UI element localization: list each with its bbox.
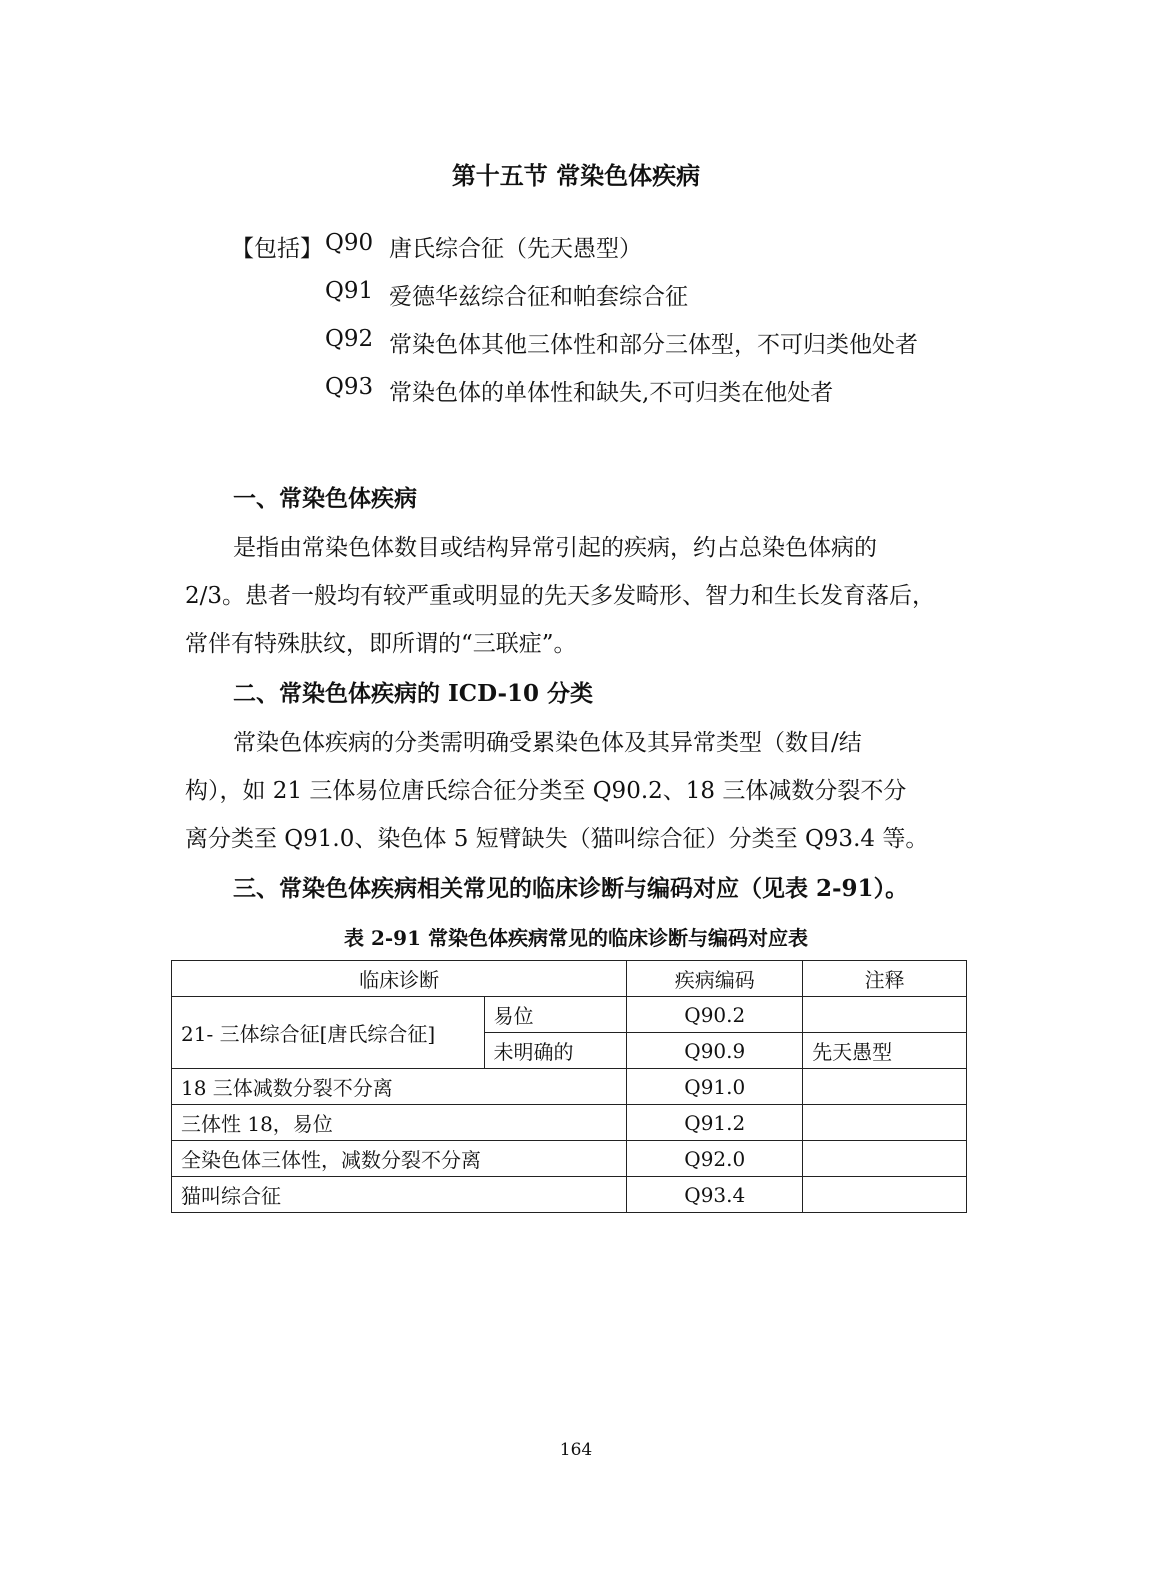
note-cell xyxy=(803,1141,967,1177)
diagnosis-cell: 猫叫综合征 xyxy=(172,1177,627,1213)
note-cell xyxy=(803,1069,967,1105)
table-row xyxy=(172,1141,967,1177)
note-cell: 先天愚型 xyxy=(803,1033,967,1069)
page-number: 164 xyxy=(559,1440,593,1460)
section-title: 第十五节 常染色体疾病 xyxy=(451,161,701,190)
note-cell xyxy=(803,997,967,1033)
code-cell: Q93.4 xyxy=(627,1177,803,1213)
section-heading: 二、常染色体疾病的 ICD-10 分类 xyxy=(233,680,594,707)
header-diagnosis: 临床诊断 xyxy=(172,961,627,997)
note-cell xyxy=(803,1177,967,1213)
table-row xyxy=(172,1069,967,1105)
code-cell: Q90.9 xyxy=(627,1033,803,1069)
diagnosis-cell: 18 三体减数分裂不分离 xyxy=(172,1069,627,1105)
header-note: 注释 xyxy=(803,961,967,997)
paragraph-line: 是指由常染色体数目或结构异常引起的疾病，约占总染色体病的 xyxy=(233,535,877,561)
include-code: Q93 xyxy=(325,374,374,400)
include-desc: 常染色体其他三体性和部分三体型，不可归类他处者 xyxy=(389,332,918,358)
diagnosis-cell: 三体性 18，易位 xyxy=(172,1105,627,1141)
note-cell xyxy=(803,1105,967,1141)
paragraph-line: 离分类至 Q91.0、染色体 5 短臂缺失（猫叫综合征）分类至 Q93.4 等。 xyxy=(185,826,929,852)
code-cell: Q90.2 xyxy=(627,997,803,1033)
include-desc: 唐氏综合征（先天愚型） xyxy=(389,236,642,262)
group-diagnosis-cell: 21- 三体综合征[唐氏综合征] xyxy=(172,997,485,1069)
paragraph-line: 2/3。患者一般均有较严重或明显的先天多发畸形、智力和生长发育落后， xyxy=(185,583,936,609)
paragraph-line: 常伴有特殊肤纹，即所谓的“三联症”。 xyxy=(185,631,577,657)
include-code: Q92 xyxy=(325,326,374,352)
diagnosis-cell: 全染色体三体性，减数分裂不分离 xyxy=(172,1141,627,1177)
include-desc: 爱德华兹综合征和帕套综合征 xyxy=(389,284,688,310)
include-code: Q90 xyxy=(325,230,374,256)
table-header-row xyxy=(172,961,967,997)
include-desc: 常染色体的单体性和缺失,不可归类在他处者 xyxy=(389,380,834,406)
include-code: Q91 xyxy=(325,278,374,304)
paragraph-line: 常染色体疾病的分类需明确受累染色体及其异常类型（数目/结 xyxy=(233,730,862,756)
diagnosis-code-table xyxy=(171,960,967,1213)
code-cell: Q92.0 xyxy=(627,1141,803,1177)
section-heading: 三、常染色体疾病相关常见的临床诊断与编码对应（见表 2-91）。 xyxy=(233,875,909,902)
sub-diagnosis-cell: 易位 xyxy=(484,997,627,1033)
table-caption: 表 2-91 常染色体疾病常见的临床诊断与编码对应表 xyxy=(344,926,808,950)
code-cell: Q91.2 xyxy=(627,1105,803,1141)
section-heading: 一、常染色体疾病 xyxy=(233,485,417,512)
table-row xyxy=(172,1105,967,1141)
sub-diagnosis-cell: 未明确的 xyxy=(484,1033,627,1069)
includes-label: 【包括】 xyxy=(231,236,323,262)
table-row xyxy=(172,1177,967,1213)
code-cell: Q91.0 xyxy=(627,1069,803,1105)
paragraph-line: 构），如 21 三体易位唐氏综合征分类至 Q90.2、18 三体减数分裂不分 xyxy=(185,778,907,804)
table-row xyxy=(172,997,967,1033)
header-code: 疾病编码 xyxy=(627,961,803,997)
